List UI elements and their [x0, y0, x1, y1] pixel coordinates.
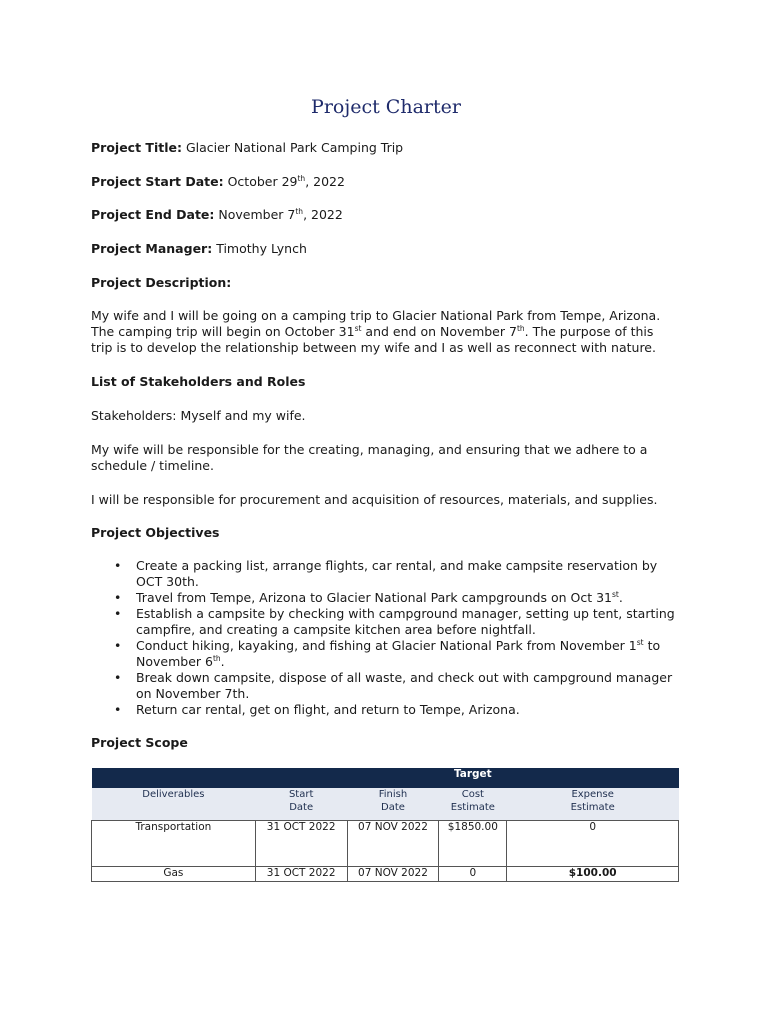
col-expense-estimate: Expense Estimate [507, 788, 679, 821]
project-title-field [91, 140, 403, 156]
list-item: • Create a packing list, arrange flights, car rental, and make campsite reservation by OCT 30th. [114, 558, 658, 589]
scope-table [91, 768, 679, 882]
cell-cost: $1850.00 [439, 821, 507, 867]
my-responsibility: I will be responsible for procurement and acquisition of resources, materials, and supplies. [91, 492, 658, 507]
end-date-field [91, 207, 343, 223]
project-title-value: Glacier National Park Camping Trip [185, 140, 404, 155]
cell-expense: $100.00 [507, 867, 679, 882]
start-date-label: Project Start Date: [91, 174, 224, 189]
cell-deliverable: Transportation [92, 821, 256, 867]
list-item: • Travel from Tempe, Arizona to Glacier National Park campgrounds on Oct 31st. [114, 590, 623, 605]
project-manager-value: Timothy Lynch [216, 241, 307, 256]
table-subheader-row [92, 788, 679, 821]
stakeholders-heading: List of Stakeholders and Roles [91, 374, 306, 389]
objectives-list [91, 558, 681, 718]
project-manager-field [91, 241, 307, 257]
col-cost-estimate: Cost Estimate [439, 788, 507, 821]
end-date-value: November 7th, 2022 [218, 207, 343, 222]
start-date-value: October 29th, 2022 [227, 174, 345, 189]
end-date-label: Project End Date: [91, 207, 215, 222]
col-start-date: Start Date [255, 788, 347, 821]
cell-deliverable: Gas [92, 867, 256, 882]
cell-start: 31 OCT 2022 [255, 867, 347, 882]
table-row [92, 867, 679, 882]
cell-finish: 07 NOV 2022 [347, 821, 439, 867]
list-item: • Break down campsite, dispose of all waste, and check out with campground manager on November 7th. [114, 670, 673, 701]
description-heading: Project Description: [91, 275, 232, 290]
start-date-field [91, 174, 345, 190]
col-deliverables: Deliverables [92, 788, 256, 821]
table-header-row [92, 768, 679, 788]
list-item: • Return car rental, get on flight, and return to Tempe, Arizona. [114, 702, 520, 717]
stakeholders-line: Stakeholders: Myself and my wife. [91, 408, 306, 423]
objectives-heading: Project Objectives [91, 525, 220, 540]
target-header: Target [439, 768, 507, 788]
project-title-label: Project Title: [91, 140, 182, 155]
cell-start: 31 OCT 2022 [255, 821, 347, 867]
cell-finish: 07 NOV 2022 [347, 867, 439, 882]
page-title: Project Charter [311, 96, 461, 118]
list-item: • Establish a campsite by checking with campground manager, setting up tent, starting campfire, and creating a campsite kitchen area before nightfall. [114, 606, 675, 637]
wife-responsibility: My wife will be responsible for the creating, managing, and ensuring that we adhere to a schedule / timeline. [91, 442, 648, 473]
list-item: • Conduct hiking, kayaking, and fishing at Glacier National Park from November 1st to November 6th. [114, 638, 661, 669]
cell-cost: 0 [439, 867, 507, 882]
description-paragraph: My wife and I will be going on a camping trip to Glacier National Park from Tempe, Arizona. The camping trip will begin on October 31st and end on November 7th. The purpose of this trip is to develop the relationship between my wife and I as well as reconnect with nature. [91, 308, 661, 355]
scope-heading: Project Scope [91, 735, 188, 750]
table-row [92, 821, 679, 867]
cell-expense: 0 [507, 821, 679, 867]
col-finish-date: Finish Date [347, 788, 439, 821]
project-manager-label: Project Manager: [91, 241, 213, 256]
